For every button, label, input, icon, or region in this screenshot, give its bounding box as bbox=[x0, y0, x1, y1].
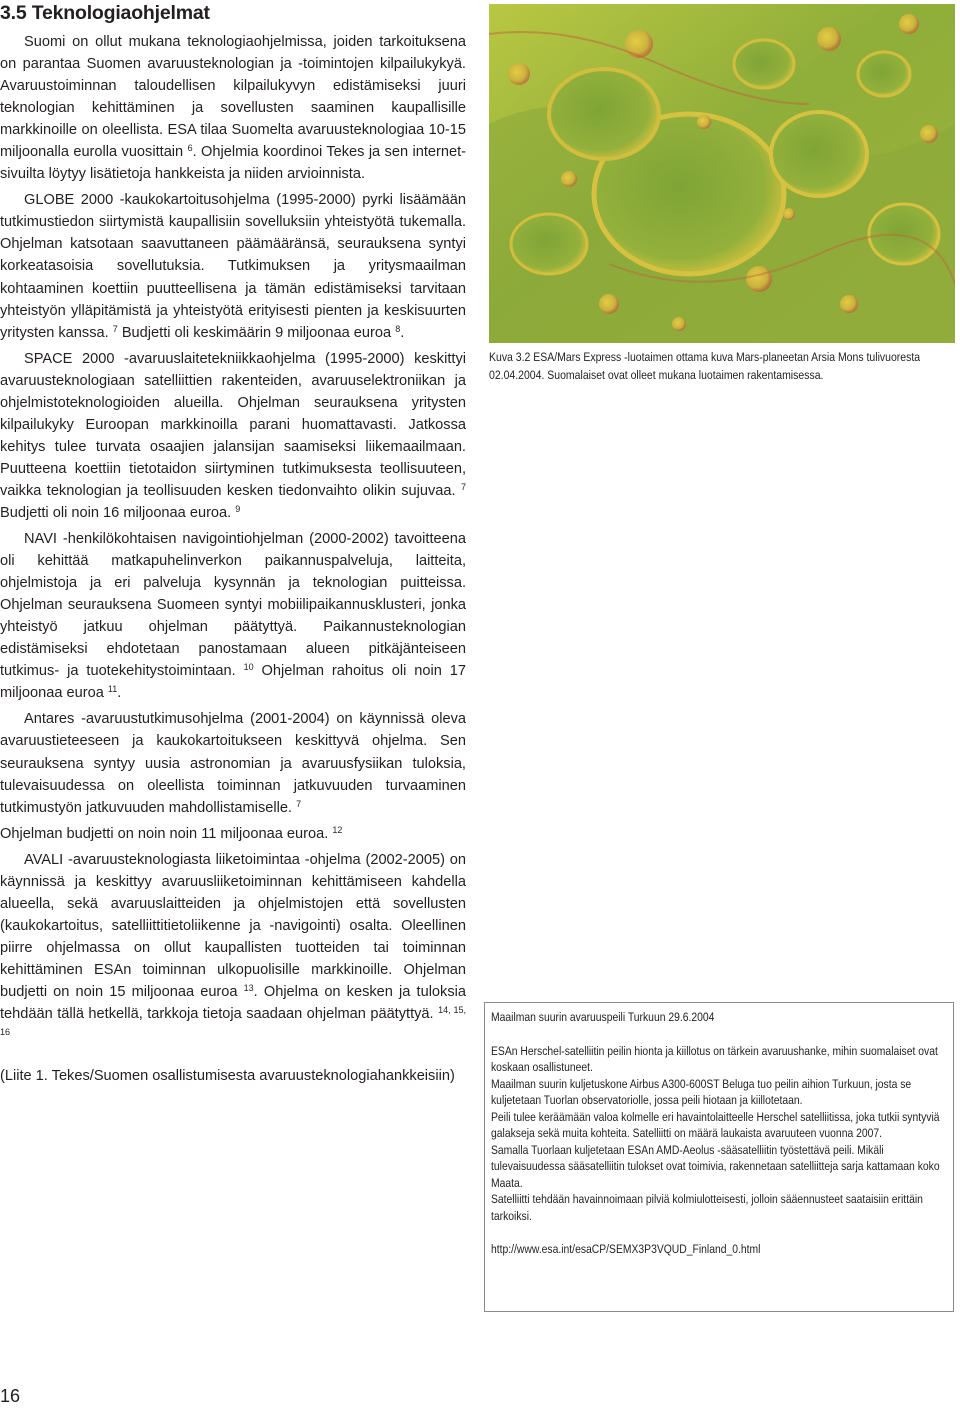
mound bbox=[840, 295, 858, 313]
paragraph-antares bbox=[0, 708, 466, 818]
footnote-ref: 7 bbox=[296, 798, 302, 809]
text: Ohjelman budjetti on noin noin 11 miljoonaa euroa. bbox=[0, 825, 333, 842]
page-number: 16 bbox=[0, 1386, 21, 1406]
info-box-title: Maailman suurin avaruuspeili Turkuun 29.6.2004 bbox=[491, 1010, 715, 1024]
text: . Ohjelmia koordinoi Tekes ja sen internet-sivuilta löytyy lisätietoja hankkeista ja niiden arvioinnista. bbox=[0, 144, 466, 183]
info-box-line: Satelliitti tehdään havainnoimaan pilviä kolmiulotteisesti, jolloin sääennusteet saataisiin erittäin tarkoiksi. bbox=[491, 1192, 923, 1223]
paragraph-intro bbox=[0, 31, 466, 185]
mars-photo bbox=[489, 4, 955, 343]
text: SPACE 2000 -avaruuslaitetekniikkaohjelma (1995-2000) keskittyi avaruusteknologiaan satelliittien rakenteiden, avaruuselektroniikan ja ohjelmistoteknologioiden alueilla. Ohjelman seurauksena yritysten kilpailukyky Euroopan markkinoilla parani huomattavasti. Jatkossa kehitys tulee turvata osaajien jalansijan saamiseksi liikemaailmaan. Puutteena koettiin tietotaidon siirtyminen tutkimuksesta teollisuuteen, vaikka teknologian ja teollisuuden kesken tiedonvaihto olikin sujuvaa. bbox=[0, 350, 466, 499]
figure-caption: Kuva 3.2 ESA/Mars Express -luotaimen ottama kuva Mars-planeetan Arsia Mons tulivuoresta 02.04.2004. Suomalaiset ovat olleet mukana luotaimen rakentamisessa. bbox=[489, 350, 921, 383]
mars-terrain-image bbox=[489, 4, 955, 343]
mound bbox=[817, 27, 841, 51]
section-heading: 3.5 Teknologiaohjelmat bbox=[0, 2, 210, 24]
footnote-ref: 6 bbox=[187, 143, 193, 154]
footnote-ref: 9 bbox=[235, 503, 241, 514]
text: . Ohjelma on kesken ja tuloksia tehdään tällä hetkellä, tarkkoja tietoja saadaan ohjelman päätyttyä. bbox=[0, 983, 467, 1023]
info-box-line: Maailman suurin kuljetuskone Airbus A300-600ST Beluga tuo peilin aihion Turkuun, josta se kuljetetaan Tuorlan observatoriolle, jossa peili hiotaan ja kiillotetaan. bbox=[491, 1076, 912, 1107]
text: Antares -avaruustutkimusohjelma (2001-2004) on käynnissä oleva avaruustieteeseen ja kaukokartoitukseen keskittyvä ohjelma. Sen seurauksena syntyy uusia astronomian ja avaruusfysiikan tuloksia, tulevaisuudessa on oleellista toiminnan jatkuvuuden turvaaminen tutkimustyön jatkuvuuden mahdollistamiselle. bbox=[0, 711, 466, 816]
footnote-ref: 11 bbox=[107, 684, 118, 695]
paragraph-avali bbox=[0, 849, 466, 1047]
mound bbox=[599, 294, 619, 314]
text: AVALI -avaruusteknologiasta liiketoimintaa -ohjelma (2002-2005) on käynnissä ja keskittyy avaruusliiketoiminnan kehittämiseen kahdella alueella, sekä avaruuslaitteiden ja ohjelmistojen että sovellusten (kaukokartoitus, satelliittitietoliikenne ja -navigointi) osalta. Oleellinen piirre ohjelmassa on ollut kaupallisten tuotteiden tai toiminnan kehittäminen ESAn toiminnan ulkopuolisille markkinoille. Ohjelman budjetti on noin 15 miljoonaa euroa bbox=[0, 851, 466, 1000]
mound bbox=[625, 30, 653, 58]
text: Suomi on ollut mukana teknologiaohjelmissa, joiden tarkoituksena on parantaa Suomen avaruusteknologian ja -toimintojen kilpailukykyä. Avaruustoiminnan taloudellisen kilpailukyvyn edistämiseksi juuri teknologian kehittäminen ja sovellusten saaminen kaupallisille markkinoille on oleellista. ESA tilaa Suomelta avaruusteknologiaa 10-15 miljoonalla eurolla vuosittain bbox=[0, 34, 466, 161]
mound bbox=[561, 171, 577, 187]
info-box bbox=[484, 1002, 954, 1312]
crater bbox=[858, 52, 910, 96]
mound bbox=[783, 208, 795, 220]
info-box-url[interactable]: http://www.esa.int/esaCP/SEMX3P3VQUD_Finland_0.html bbox=[491, 1242, 761, 1256]
info-box-line: ESAn Herschel-satelliitin peilin hionta ja kiillotus on tärkein avaruushanke, mihin suomalaiset ovat koskaan osallistuneet. bbox=[491, 1043, 938, 1074]
mound bbox=[672, 317, 686, 331]
mound bbox=[746, 266, 772, 292]
text: GLOBE 2000 -kaukokartoitusohjelma (1995-2000) pyrki lisäämään tutkimustiedon siirtymistä kaupallisiin sovelluksiin yhteistyötä tukemalla. Ohjelman katsotaan saavuttaneen päämääränsä, seurauksena syntyi korkeatasoisia sovellutuksia. Tutkimuksen ja yritysmaailman kohtaaminen koettiin puutteellisena ja tämän edistämiseksi tarvitaan yhteistyön ylläpitämistä ja yhteistyötä erityisesti pienten ja keskisuurten yritysten kanssa. bbox=[0, 192, 466, 341]
info-box-content bbox=[491, 1009, 950, 1258]
crater bbox=[869, 204, 939, 264]
footnote-ref: 7 bbox=[112, 323, 118, 334]
text: NAVI -henkilökohtaisen navigointiohjelman (2000-2002) tavoitteena oli kehittää matkapuhelinverkon paikannuspalveluja, laitteita, ohjelmistoja ja eri palveluja kysynnän ja teknologian puitteissa. Ohjelman seurauksena Suomeen syntyi mobiilipaikannusklusteri, jonka yhteistyö jatkuu ohjelman päätyttyä. Paikannusteknologian edistämiseksi ehdotetaan panostamaan alueen pitkäjänteiseen tutkimus- ja tuotekehitystoimintaan. bbox=[0, 531, 466, 680]
footnote-ref: 7 bbox=[460, 481, 466, 492]
paragraph-navi bbox=[0, 528, 466, 704]
text: . bbox=[400, 324, 405, 341]
info-box-line: Samalla Tuorlaan kuljetetaan ESAn AMD-Aeolus -sääsatelliitin työstettävä peili. Mikäli tulevaisuudessa sääsatelliitin tulokset ovat toimivia, rakennetaan satelliitteja sarja kattamaan koko Maata. bbox=[491, 1142, 940, 1190]
footnote-ref: 10 bbox=[243, 662, 254, 673]
text: Ohjelman rahoitus oli noin 17 miljoonaa euroa bbox=[0, 663, 466, 702]
crater bbox=[734, 40, 794, 88]
mound bbox=[697, 115, 711, 129]
text: Budjetti oli keskimäärin 9 miljoonaa euroa bbox=[117, 324, 396, 341]
footnote-ref: 13 bbox=[243, 982, 254, 993]
mound bbox=[920, 125, 938, 143]
info-box-line: Peili tulee keräämään valoa kolmelle eri havaintolaitteelle Herschel satelliitissa, joka tutkii syntyviä galakseja sekä muita kohteita. Satelliitti on määrä laukaista avaruuteen vuonna 2007. bbox=[491, 1109, 940, 1140]
mound bbox=[508, 63, 530, 85]
footnote-ref: 12 bbox=[332, 824, 343, 835]
text: Budjetti oli noin 16 miljoonaa euroa. bbox=[0, 504, 236, 521]
mound bbox=[899, 14, 919, 34]
paragraph-globe bbox=[0, 189, 466, 343]
paragraph-space bbox=[0, 348, 466, 524]
footnote-ref: 8 bbox=[395, 323, 401, 334]
paragraph-appendix-note: (Liite 1. Tekes/Suomen osallistumisesta avaruusteknologiahankkeisiin) bbox=[0, 1068, 455, 1085]
text: . bbox=[117, 685, 122, 702]
paragraph-antares-budget bbox=[0, 823, 466, 845]
crater bbox=[511, 214, 587, 274]
crater bbox=[771, 112, 867, 196]
footnote-ref: 14, 15, 16 bbox=[0, 1005, 467, 1038]
crater bbox=[549, 69, 659, 159]
body-text bbox=[0, 31, 466, 1087]
